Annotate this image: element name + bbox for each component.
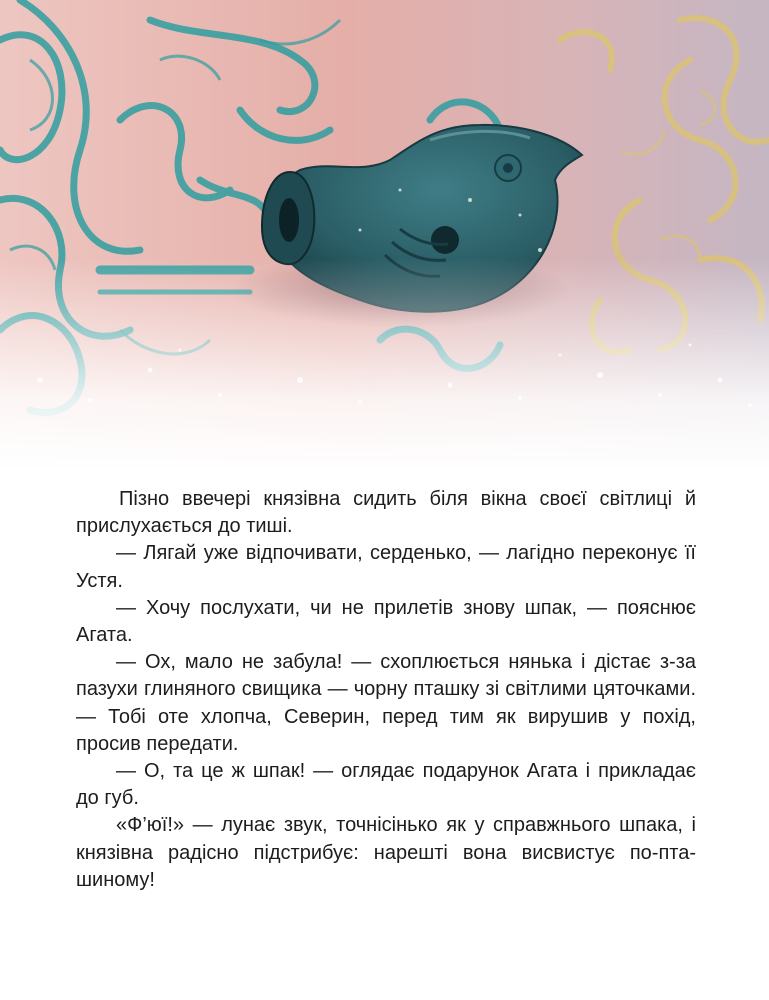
illustration	[0, 0, 769, 470]
story-paragraph: «Ф’юї!» — лунає звук, точнісінько як у справжнього шпака, і князівна радісно підстрибує: нарешті вона висвистує по-пташиному!	[76, 814, 696, 891]
story-text	[76, 486, 696, 894]
story-paragraph: — О, та це ж шпак! — оглядає подарунок Агата і прикладає до губ.	[76, 760, 696, 810]
story-paragraph: Пізно ввечері князівна сидить біля вікна своєї світлиці й прислухається до тиші.	[76, 488, 696, 538]
bird-whistle-illustration	[0, 0, 769, 470]
bottom-fade	[0, 0, 769, 470]
story-paragraph: — Ох, мало не забула! — схоплюється нянька і дістає з-за пазухи глиняного свищика — чорну пташку зі світлими цяточками. — Тобі оте хлопча, Северин, перед тим як вирушив у похід, просив передати.	[76, 651, 696, 755]
story-paragraph: — Хочу послухати, чи не прилетів знову шпак, — пояснює Агата.	[76, 596, 696, 647]
story-paragraph: — Лягай уже відпочивати, серденько, — лагідно переконує її Устя.	[76, 542, 696, 592]
